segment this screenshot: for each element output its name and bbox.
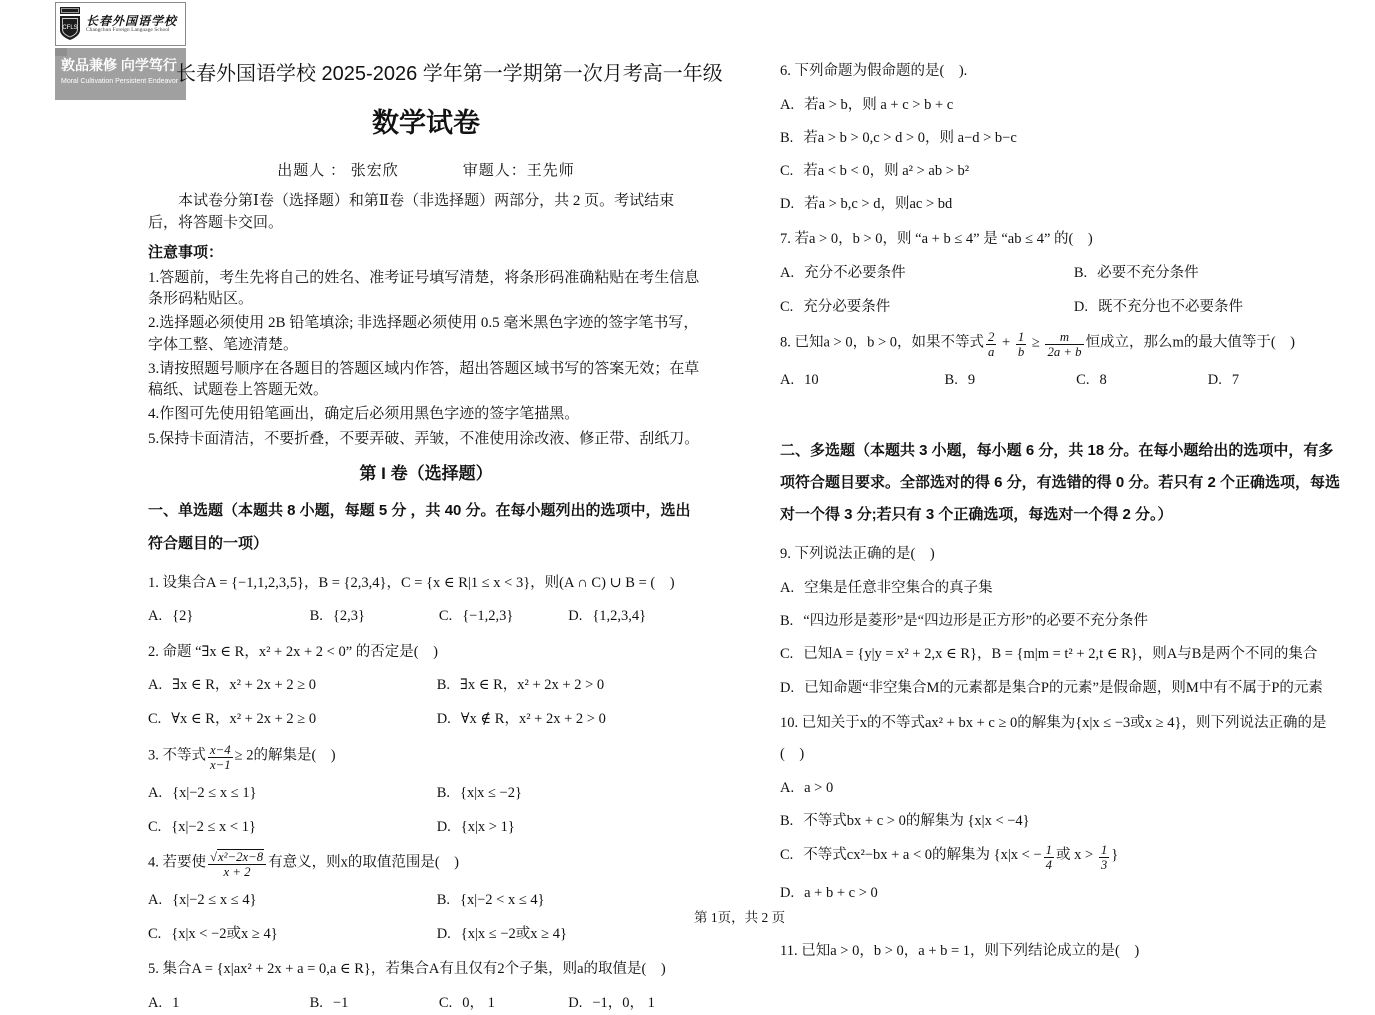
answer-option <box>437 782 704 805</box>
part1-heading: 第 I 卷（选择题） <box>359 464 493 484</box>
option-label: D. <box>568 995 583 1012</box>
answer-option <box>780 193 1346 216</box>
option-label: B. <box>944 372 958 389</box>
options-group <box>780 369 1346 392</box>
options-group <box>780 262 1346 319</box>
question-stem: 10. 已知关于x的不等式ax² + bx + c ≥ 0的解集为{x|x ≤ −3或x ≥ 4}，则下列说法正确的是 <box>780 714 1327 731</box>
option-label: C. <box>780 847 794 864</box>
question <box>148 850 704 946</box>
answer-option <box>148 889 437 912</box>
option-text: ∀x ∉ R，x² + 2x + 2 > 0 <box>460 711 606 728</box>
answer-option <box>148 992 310 1015</box>
option-label: D. <box>1073 299 1088 316</box>
option-label: A. <box>780 580 795 597</box>
option-label: C. <box>780 299 794 316</box>
option-label: A. <box>148 608 163 625</box>
answer-option <box>780 610 1346 633</box>
notice-item: 4.作图可先使用铅笔画出，确定后必须用黑色字迹的签字笔描黑。 <box>148 406 580 423</box>
answer-option <box>780 777 1346 800</box>
option-label: A. <box>780 372 795 389</box>
answer-option <box>1074 262 1346 285</box>
notice-item: 1.答题前，考生先将自己的姓名、准考证号填写清楚，将条形码准确粘贴在考生信息条形码粘贴区。 <box>148 269 700 307</box>
school-crest-icon <box>58 6 82 42</box>
answer-option <box>1076 369 1208 392</box>
answer-option <box>780 262 1074 285</box>
option-text: 若a > b，则 a + c > b + c <box>804 96 954 113</box>
option-text: 空集是任意非空集合的真子集 <box>804 580 993 597</box>
option-text: ∃x ∈ R，x² + 2x + 2 ≥ 0 <box>172 677 317 694</box>
option-label: A. <box>148 892 163 909</box>
option-text: 1 <box>172 995 180 1012</box>
option-label: C. <box>148 818 162 835</box>
option-text: a + b + c > 0 <box>804 885 878 902</box>
option-text: {1,2,3,4} <box>592 608 647 625</box>
answer-option <box>780 127 1346 150</box>
fraction: $\frac{x-4}{x-1}$ <box>210 742 231 772</box>
option-text: {x|x > 1} <box>460 818 515 835</box>
option-label: D. <box>780 679 795 696</box>
answer-option <box>780 577 1346 600</box>
option-label: C. <box>1076 372 1090 389</box>
option-text: −1，0， 1 <box>592 995 655 1012</box>
option-text: −1 <box>332 995 349 1012</box>
option-label: B. <box>1073 265 1088 282</box>
fraction: $\frac{m}{2a + b}$ <box>1047 330 1082 360</box>
school-name-cn: 长春外国语学校 <box>86 13 178 28</box>
option-text: 不等式cx²−bx + a < 0的解集为 {x|x < − $\frac{1}{4}$ 或 x > $\frac{1}{3}$ } <box>803 843 1119 873</box>
answer-option <box>1074 296 1346 319</box>
svg-text:CFLS: CFLS <box>62 25 78 31</box>
option-label: C. <box>148 711 162 728</box>
option-text: 若a > b,c > d，则ac > bd <box>804 196 953 213</box>
options-group <box>148 889 704 946</box>
answer-option <box>780 882 1346 905</box>
option-text: 已知命题“非空集合M的元素都是集合P的元素”是假命题，则M中有不属于P的元素 <box>804 679 1323 696</box>
answer-option <box>780 296 1074 319</box>
fraction: $\frac{1}{4}$ <box>1045 843 1053 873</box>
motto-en: Moral Cultivation Persistent Endeavor <box>61 78 179 85</box>
question <box>780 939 1346 964</box>
option-text: 0， 1 <box>462 995 495 1012</box>
question <box>148 957 704 1015</box>
question <box>148 640 704 732</box>
option-text: 7 <box>1231 372 1240 389</box>
answer-option <box>437 816 704 839</box>
option-text: {2} <box>172 608 194 625</box>
answer-option <box>148 816 437 839</box>
fraction: $\frac{\text{√x²−2x−8}}{x + 2}$ <box>208 850 266 879</box>
option-text: 充分必要条件 <box>803 299 891 316</box>
options-group <box>780 777 1346 906</box>
fraction: $\frac{1}{3}$ <box>1100 843 1108 873</box>
option-text: 必要不充分条件 <box>1097 265 1199 282</box>
question <box>780 59 1346 216</box>
fraction: $\frac{2}{a}$ <box>988 330 995 360</box>
notice-item: 2.选择题必须使用 2B 铅笔填涂; 非选择题必须使用 0.5 毫米黑色字迹的签字笔书写，字体工整、笔迹清楚。 <box>148 315 699 353</box>
answer-option <box>780 810 1346 833</box>
question-stem: 7. 若a > 0，b > 0，则 “a + b ≤ 4” 是 “ab ≤ 4” 的( ) <box>780 231 1093 248</box>
section-heading: 一、单选题（本题共 8 小题，每题 5 分 ，共 40 分。在每小题列出的选项中，选出符合题目的一项） <box>148 502 691 552</box>
option-label: A. <box>780 779 795 796</box>
setters-line: 出题人 ： 张宏欣 审题人：王先师 <box>277 163 575 180</box>
question-stem: 8. 已知a > 0，b > 0，如果不等式 $\frac{2}{a}$ + $\frac{1}{b}$ ≥ $\frac{m}{2a + b}$ 恒成立，那么m的最大值等于( ) <box>780 330 1295 360</box>
option-label: C. <box>438 608 453 625</box>
answer-option <box>439 992 568 1015</box>
answer-option <box>945 369 1077 392</box>
answer-option <box>310 605 439 628</box>
options-group <box>148 992 704 1015</box>
option-label: C. <box>438 995 453 1012</box>
option-text: 若a < b < 0，则 a² > ab > b² <box>803 163 970 180</box>
question-stem: 9. 下列说法正确的是( ) <box>780 546 935 563</box>
school-header <box>55 2 186 46</box>
answer-option <box>148 708 437 731</box>
option-label: D. <box>436 818 451 835</box>
motto-cn: 敦品兼修 向学笃行 <box>61 57 177 73</box>
right-question-list <box>780 59 1346 964</box>
question-stem: 3. 不等式 $\frac{x-4}{x-1}$ ≥ 2的解集是( ) <box>148 742 336 772</box>
option-text: {x|−2 < x ≤ 4} <box>459 892 545 909</box>
question-stem: 5. 集合A = {x|ax² + 2x + a = 0,a ∈ R}，若集合A有且仅有2个子集，则a的取值是( ) <box>148 961 666 978</box>
option-label: B. <box>436 677 450 694</box>
option-text: 10 <box>804 372 819 389</box>
question-stem: 4. 若要使 $\frac{\text{√x²−2x−8}}{x + 2}$ 有意义，则x的取值范围是( ) <box>148 850 460 880</box>
option-label: D. <box>436 711 451 728</box>
option-label: B. <box>309 608 323 625</box>
options-group <box>148 782 704 839</box>
answer-option <box>148 923 437 946</box>
option-label: B. <box>309 995 323 1012</box>
option-label: D. <box>436 926 451 943</box>
option-label: A. <box>780 265 795 282</box>
right-column <box>780 48 1346 964</box>
option-label: D. <box>780 196 795 213</box>
question-stem: 11. 已知a > 0，b > 0，a + b = 1，则下列结论成立的是( ) <box>780 943 1140 960</box>
options-group <box>780 94 1346 217</box>
answer-option <box>437 923 704 946</box>
options-group <box>148 674 704 731</box>
answer-option <box>780 160 1346 183</box>
option-label: A. <box>148 784 163 801</box>
question-stem: 1. 设集合A = {−1,1,2,3,5}，B = {2,3,4}，C = {x ∈ R|1 ≤ x < 3}，则(A ∩ C) ∪ B = ( ) <box>148 574 675 591</box>
answer-option <box>568 605 704 628</box>
answer-option <box>1208 369 1346 392</box>
answer-option <box>310 992 439 1015</box>
left-question-list <box>148 495 704 1015</box>
option-text: {x|x ≤ −2} <box>459 784 522 801</box>
fraction: $\frac{1}{b}$ <box>1017 330 1025 360</box>
option-text: 充分不必要条件 <box>804 265 906 282</box>
option-text: “四边形是菱形”是“四边形是正方形”的必要不充分条件 <box>803 613 1149 630</box>
page-footer: 第 1页，共 2 页 <box>694 910 786 925</box>
option-label: A. <box>148 995 163 1012</box>
answer-option <box>148 674 437 697</box>
option-text: 已知A = {y|y = x² + 2,x ∈ R}，B = {m|m = t² + 2,t ∈ R}，则A与B是两个不同的集合 <box>803 646 1318 663</box>
question-stem: 2. 命题 “∃x ∈ R，x² + 2x + 2 < 0” 的否定是( ) <box>148 643 438 660</box>
option-label: C. <box>780 646 794 663</box>
option-text: {2,3} <box>332 608 365 625</box>
option-text: ∀x ∈ R，x² + 2x + 2 ≥ 0 <box>171 711 317 728</box>
option-text: 既不充分也不必要条件 <box>1097 299 1243 316</box>
school-name-en: Changchun Foreign Language School <box>86 27 170 33</box>
logo-decoration <box>55 48 67 56</box>
section-heading: 二、多选题（本题共 3 小题，每小题 6 分，共 18 分。在每小题给出的选项中，有多项符合题目要求。全部选对的得 6 分，有选错的得 0 分。若只有 2 个正确选项，每选对一个得 3 分;若只有 3 个正确选项，每选对一个得 2 分。） <box>780 441 1341 524</box>
answer-option <box>148 782 437 805</box>
answer-option <box>148 605 310 628</box>
option-label: B. <box>436 892 450 909</box>
option-text: 不等式bx + c > 0的解集为 {x|x < −4} <box>803 812 1030 829</box>
question <box>780 227 1346 319</box>
answer-option <box>780 643 1346 666</box>
option-text: 若a > b > 0,c > d > 0，则 a−d > b−c <box>803 129 1017 146</box>
answer-option <box>439 605 568 628</box>
options-group <box>148 605 704 628</box>
option-text: {x|x ≤ −2或x ≥ 4} <box>460 926 567 943</box>
notice-item: 5.保持卡面清洁，不要折叠，不要弄破、弄皱，不准使用涂改液、修正带、刮纸刀。 <box>148 430 700 447</box>
notice-title: 注意事项： <box>148 243 224 261</box>
option-label: D. <box>568 608 583 625</box>
option-label: B. <box>780 613 794 630</box>
option-text: ∃x ∈ R，x² + 2x + 2 > 0 <box>459 677 605 694</box>
option-label: D. <box>1207 372 1222 389</box>
answer-option <box>437 708 704 731</box>
answer-option <box>437 674 704 697</box>
option-text: 8 <box>1099 372 1107 389</box>
option-text: {x|x < −2或x ≥ 4} <box>171 926 278 943</box>
option-text: 9 <box>967 372 976 389</box>
question <box>780 330 1346 392</box>
question <box>780 542 1346 699</box>
option-text: {x|−2 ≤ x ≤ 1} <box>172 784 257 801</box>
question-stem-cont: ( ) <box>780 746 805 763</box>
paper-title: 数学试卷 <box>372 108 480 138</box>
exam-title: 长春外国语学校 2025-2026 学年第一学期第一次月考高一年级 <box>176 63 723 85</box>
option-label: C. <box>148 926 162 943</box>
option-text: a > 0 <box>804 779 834 796</box>
option-text: {−1,2,3} <box>462 608 514 625</box>
question <box>148 743 704 839</box>
notice-item: 3.请按照题号顺序在各题目的答题区域内作答，超出答题区域书写的答案无效；在草稿纸、试题卷上答题无效。 <box>148 360 700 399</box>
option-label: B. <box>436 784 450 801</box>
answer-option <box>780 369 945 392</box>
option-label: A. <box>780 96 795 113</box>
option-text: {x|−2 ≤ x < 1} <box>171 818 256 835</box>
answer-option <box>437 889 704 912</box>
intro-paragraph: 本试卷分第Ⅰ卷（选择题）和第Ⅱ卷（非选择题）两部分，共 2 页。考试结束后，将答题卡交回。 <box>148 193 675 231</box>
question-stem: 6. 下列命题为假命题的是( ). <box>780 63 968 79</box>
answer-option <box>780 843 1346 872</box>
option-label: D. <box>780 885 795 902</box>
option-text: {x|−2 ≤ x ≤ 4} <box>172 892 257 909</box>
question <box>148 571 704 629</box>
option-label: C. <box>780 163 794 180</box>
options-group <box>780 577 1346 700</box>
option-label: B. <box>780 129 794 146</box>
left-column <box>148 50 723 1015</box>
question <box>780 711 1346 905</box>
answer-option <box>568 992 704 1015</box>
option-label: B. <box>780 812 794 829</box>
answer-option <box>780 94 1346 117</box>
answer-option <box>780 677 1346 700</box>
option-label: A. <box>148 677 163 694</box>
